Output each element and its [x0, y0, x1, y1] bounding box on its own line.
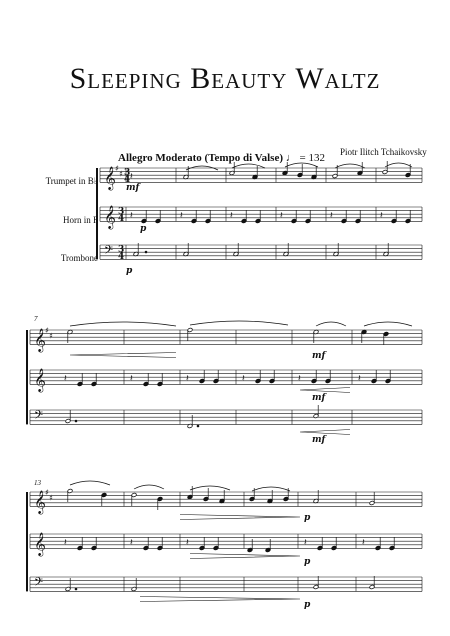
quarter-rest-icon: 𝄽	[330, 211, 333, 221]
dynamic-sys3_trumpet: p	[304, 513, 311, 523]
dynamic-trombone_start: p	[126, 266, 133, 276]
dynamic-sys3_trombone: p	[304, 600, 311, 610]
treble-clef-icon: 𝄞	[104, 204, 116, 229]
slur	[252, 487, 290, 491]
sharp-icon: ♯	[45, 487, 49, 497]
instrument-label-trumpet: Trumpet in B♭	[45, 176, 98, 186]
slur	[385, 163, 412, 167]
augmentation-dot	[75, 420, 77, 422]
quarter-rest-icon: 𝄽	[130, 172, 133, 182]
treble-clef-icon: 𝄞	[104, 165, 116, 190]
dynamic-horn_start: p	[140, 224, 147, 234]
dynamic-sys2_horn: mf	[312, 393, 326, 403]
slur	[190, 486, 230, 490]
crescendo-hairpin	[300, 430, 350, 435]
augmentation-dot	[145, 251, 147, 253]
quarter-rest-icon: 𝄽	[130, 211, 133, 221]
crescendo-hairpin	[70, 353, 176, 358]
instrument-label-horn: Horn in F	[62, 215, 98, 225]
slur	[70, 322, 176, 326]
quarter-rest-icon: 𝄽	[64, 538, 67, 548]
quarter-rest-icon: 𝄽	[186, 374, 189, 384]
slur	[134, 485, 164, 489]
quarter-rest-icon: 𝄽	[298, 374, 301, 384]
quarter-rest-icon: 𝄽	[304, 538, 307, 548]
decrescendo-hairpin	[140, 597, 300, 602]
bass-clef-icon: 𝄢	[34, 575, 44, 592]
decrescendo-hairpin	[180, 515, 300, 520]
quarter-rest-icon: 𝄽	[180, 211, 183, 221]
quarter-rest-icon: 𝄽	[358, 374, 361, 384]
dynamic-sys3_horn: p	[304, 557, 311, 567]
bass-clef-icon: 𝄢	[104, 243, 114, 260]
treble-clef-icon: 𝄞	[34, 367, 46, 392]
time-signature-top: 3	[124, 167, 131, 178]
augmentation-dot	[197, 425, 199, 427]
instrument-label-trombone: Trombone	[60, 253, 98, 263]
time-signature-bottom: 4	[118, 214, 125, 225]
dynamic-trumpet_start: mf	[126, 183, 140, 193]
quarter-rest-icon: 𝄽	[362, 538, 365, 548]
quarter-rest-icon: 𝄽	[242, 374, 245, 384]
sharp-icon: ♯	[45, 325, 49, 335]
score-title: Sleeping Beauty Waltz	[69, 62, 381, 95]
dynamic-sys2_trombone: mf	[312, 435, 326, 445]
slur	[232, 164, 265, 168]
bass-clef-icon: 𝄢	[34, 408, 44, 425]
time-signature-top: 3	[118, 244, 125, 255]
measure-number-system2: 7	[34, 315, 38, 323]
measure-number-system3: 13	[34, 479, 41, 487]
sharp-icon: ♯	[115, 163, 119, 173]
augmentation-dot	[75, 588, 77, 590]
slur	[285, 163, 318, 167]
composer-name: Piotr Ilitch Tchaikovsky	[340, 147, 427, 157]
sharp-icon: ♯	[119, 169, 123, 179]
quarter-rest-icon: 𝄽	[130, 374, 133, 384]
time-signature-top: 3	[118, 206, 125, 217]
time-signature-bottom: 4	[118, 252, 125, 263]
quarter-rest-icon: 𝄽	[230, 211, 233, 221]
dynamic-sys2_trumpet: mf	[312, 351, 326, 361]
sharp-icon: ♯	[49, 493, 53, 503]
quarter-rest-icon: 𝄽	[64, 374, 67, 384]
treble-clef-icon: 𝄞	[34, 327, 46, 352]
decrescendo-hairpin	[190, 554, 300, 559]
sharp-icon: ♯	[49, 331, 53, 341]
slur	[70, 481, 110, 485]
quarter-rest-icon: 𝄽	[280, 211, 283, 221]
tempo-text: Allegro Moderato (Tempo di Valse)	[118, 152, 283, 164]
metronome-mark: ♩ = 132	[285, 152, 325, 164]
quarter-rest-icon: 𝄽	[380, 211, 383, 221]
treble-clef-icon: 𝄞	[34, 531, 46, 556]
slur	[190, 321, 288, 325]
slur	[364, 322, 412, 326]
crescendo-hairpin	[300, 388, 350, 393]
quarter-rest-icon: 𝄽	[186, 538, 189, 548]
slur	[335, 164, 365, 168]
quarter-rest-icon: 𝄽	[130, 538, 133, 548]
treble-clef-icon: 𝄞	[34, 489, 46, 514]
slur	[316, 322, 346, 326]
time-signature-bottom: 4	[124, 175, 131, 186]
